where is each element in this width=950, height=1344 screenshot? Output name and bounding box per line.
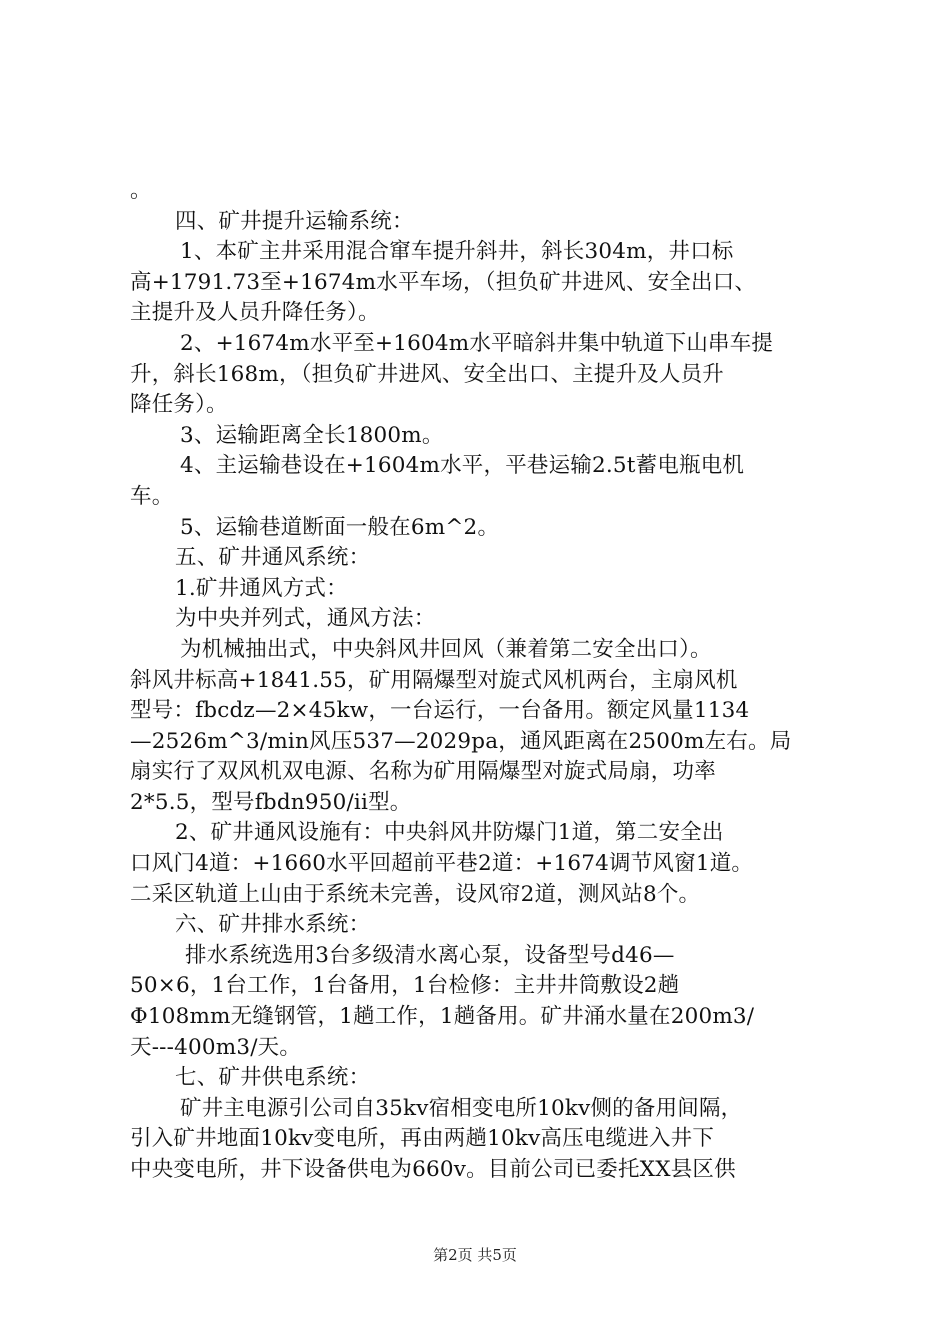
- text-line: 2*5.5，型号fbdn950/ii型。: [130, 789, 412, 815]
- text-line: 1、本矿主井采用混合窜车提升斜井，斜长304m，井口标: [180, 239, 734, 265]
- page-footer: 第2页 共5页: [433, 1246, 517, 1264]
- text-line: 天---400m3/天。: [130, 1034, 302, 1060]
- text-line: 矿井主电源引公司自35kv宿相变电所10kv侧的备用间隔，: [180, 1095, 743, 1121]
- text-line: 斜风井标高+1841.55，矿用隔爆型对旋式风机两台，主扇风机: [130, 667, 738, 693]
- text-line: 50×6，1台工作，1台备用，1台检修：主井井筒敷设2趟: [130, 973, 680, 999]
- text-line: 2、矿井通风设施有：中央斜风井防爆门1道，第二安全出: [175, 820, 724, 846]
- text-line: 。: [130, 178, 152, 203]
- text-line: 主提升及人员升降任务）。: [130, 300, 380, 326]
- text-line: 中央变电所，井下设备供电为660v。目前公司已委托XX县区供: [130, 1157, 736, 1182]
- text-line: 降任务）。: [130, 392, 228, 418]
- text-line: 口风门4道：+1660水平回超前平巷2道：+1674调节风窗1道。: [130, 851, 754, 877]
- text-line: 引入矿井地面10kv变电所，再由两趟10kv高压电缆进入井下: [130, 1126, 715, 1152]
- text-line: 七、矿井供电系统：: [175, 1065, 371, 1091]
- text-line: Φ108mm无缝钢管，1趟工作，1趟备用。矿井涌水量在200m3/: [130, 1004, 755, 1030]
- text-line: 排水系统选用3台多级清水离心泵，设备型号d46—: [185, 942, 675, 968]
- document-body: [130, 176, 830, 1186]
- text-line: 2、+1674m水平至+1604m水平暗斜井集中轨道下山串车提: [180, 330, 774, 356]
- text-line: 二采区轨道上山由于系统未完善，设风帘2道，测风站8个。: [130, 881, 701, 907]
- text-line: 车。: [130, 483, 174, 509]
- text-line: 高+1791.73至+1674m水平车场，（担负矿井进风、安全出口、: [130, 269, 757, 295]
- text-line: 5、运输巷道断面一般在6m^2。: [180, 514, 500, 540]
- text-line: 型号：fbcdz—2×45kw，一台运行，一台备用。额定风量1134: [130, 698, 750, 724]
- text-line: —2526m^3/min风压537—2029pa，通风距离在2500m左右。局: [130, 728, 792, 754]
- text-line: 为中央并列式，通风方法：: [175, 606, 436, 632]
- text-line: 四、矿井提升运输系统：: [175, 208, 414, 234]
- text-line: 3、运输距离全长1800m。: [180, 422, 444, 448]
- text-line: 4、主运输巷设在+1604m水平，平巷运输2.5t蓄电瓶电机: [180, 453, 745, 479]
- text-line: 扇实行了双风机双电源、名称为矿用隔爆型对旋式局扇，功率: [130, 759, 716, 785]
- text-line: 升，斜长168m，（担负矿井进风、安全出口、主提升及人员升: [130, 361, 724, 387]
- text-line: 1.矿井通风方式：: [175, 575, 348, 601]
- text-line: 为机械抽出式，中央斜风井回风（兼着第二安全出口）。: [180, 636, 712, 662]
- text-line: 五、矿井通风系统：: [175, 545, 371, 571]
- text-line: 六、矿井排水系统：: [175, 912, 371, 938]
